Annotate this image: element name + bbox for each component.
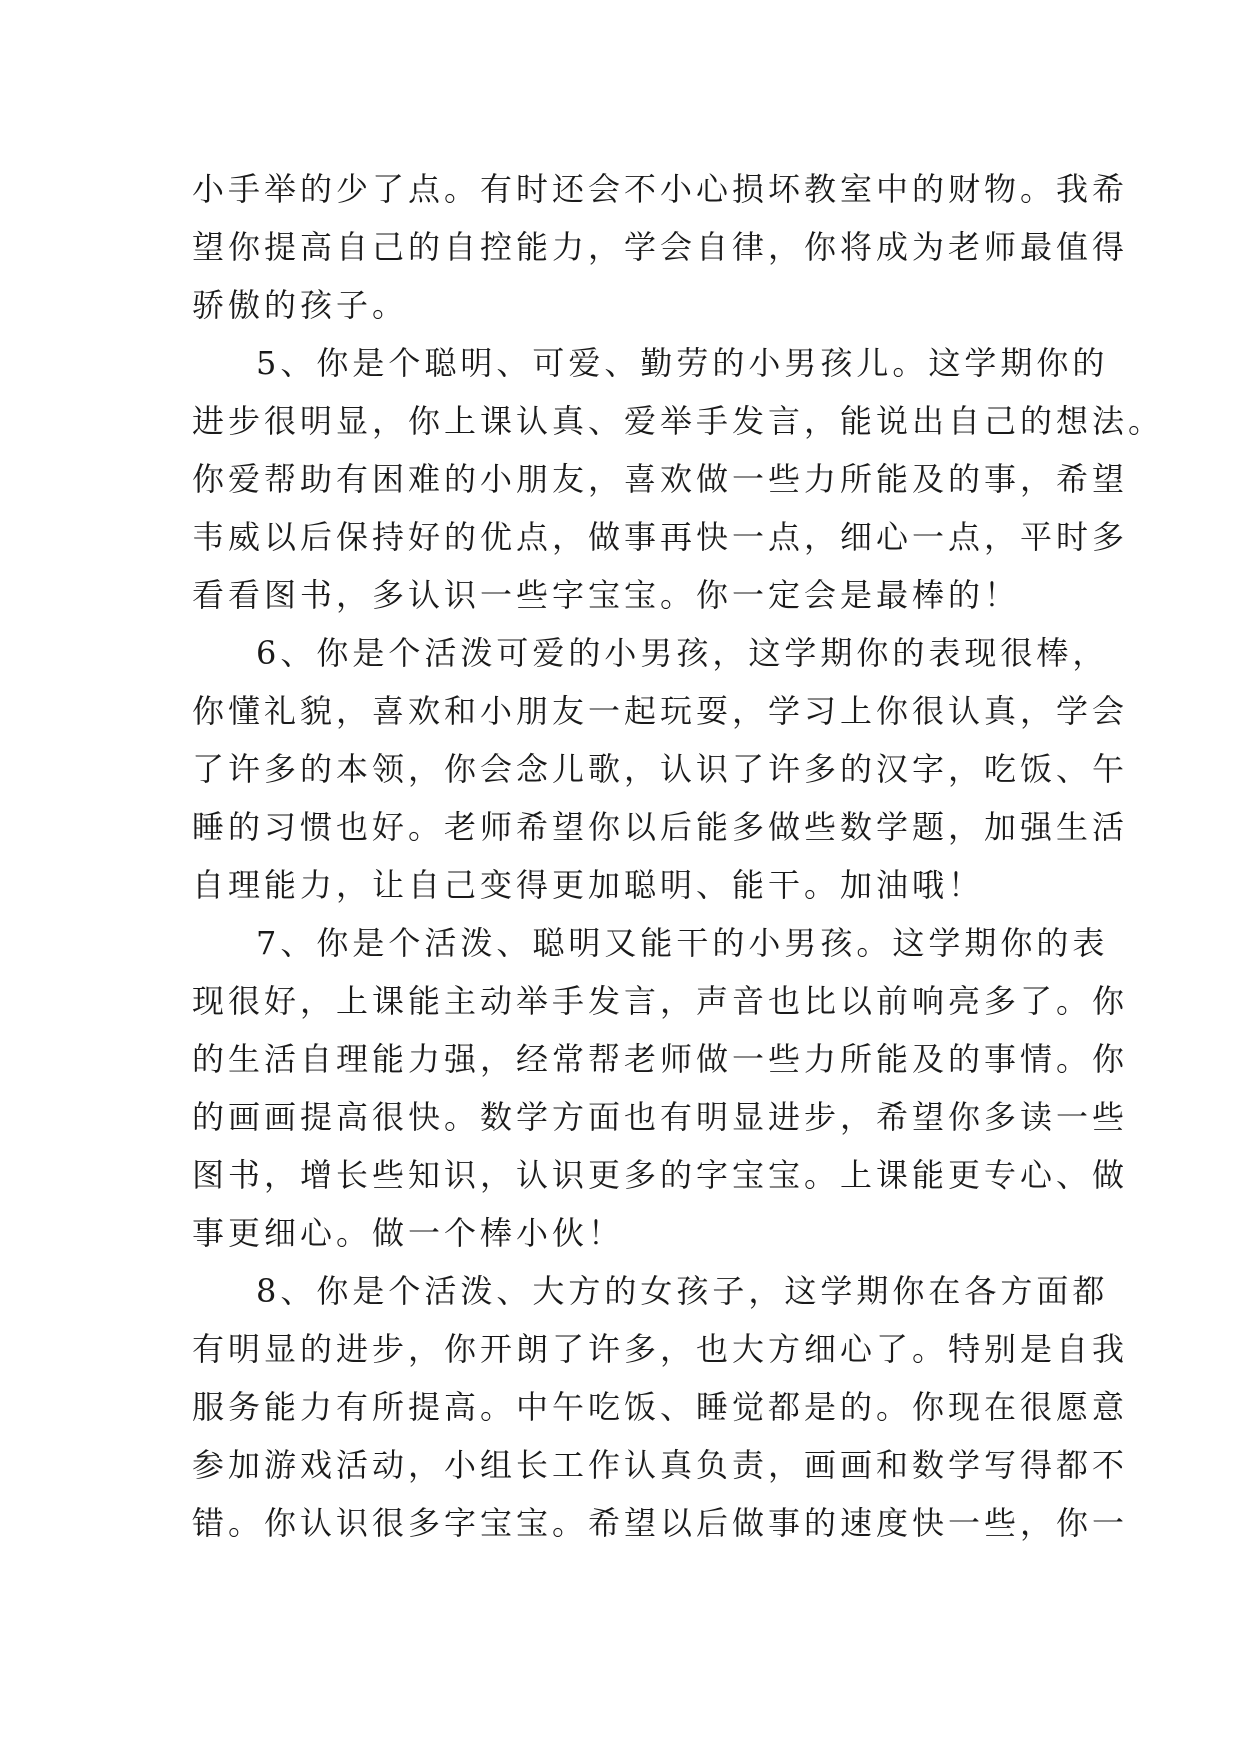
paragraph-start-line: 8、你是个活泼、大方的女孩子，这学期你在各方面都 — [256, 1272, 1109, 1310]
text-line: 错。你认识很多字宝宝。希望以后做事的速度快一些，你一 — [192, 1504, 1129, 1542]
text-line: 的画画提高很快。数学方面也有明显进步，希望你多读一些 — [192, 1098, 1129, 1136]
text-line: 自理能力，让自己变得更加聪明、能干。加油哦！ — [192, 866, 985, 904]
document-body — [192, 160, 1165, 1552]
text-line: 你懂礼貌，喜欢和小朋友一起玩耍，学习上你很认真，学会 — [192, 692, 1129, 730]
text-line: 事更细心。做一个棒小伙！ — [192, 1214, 625, 1252]
text-line: 看看图书，多认识一些字宝宝。你一定会是最棒的！ — [192, 576, 1021, 614]
text-line: 参加游戏活动，小组长工作认真负责，画画和数学写得都不 — [192, 1446, 1129, 1484]
text-line: 睡的习惯也好。老师希望你以后能多做些数学题，加强生活 — [192, 808, 1129, 846]
text-line: 小手举的少了点。有时还会不小心损坏教室中的财物。我希 — [192, 170, 1129, 208]
text-line: 现很好，上课能主动举手发言，声音也比以前响亮多了。你 — [192, 982, 1129, 1020]
paragraph-start-line: 5、你是个聪明、可爱、勤劳的小男孩儿。这学期你的 — [256, 344, 1109, 382]
text-line: 了许多的本领，你会念儿歌，认识了许多的汉字，吃饭、午 — [192, 750, 1129, 788]
text-line: 图书，增长些知识，认识更多的字宝宝。上课能更专心、做 — [192, 1156, 1129, 1194]
text-line: 有明显的进步，你开朗了许多，也大方细心了。特别是自我 — [192, 1330, 1129, 1368]
text-line: 望你提高自己的自控能力，学会自律，你将成为老师最值得 — [192, 228, 1129, 266]
paragraph-start-line: 7、你是个活泼、聪明又能干的小男孩。这学期你的表 — [256, 924, 1109, 962]
text-line: 的生活自理能力强，经常帮老师做一些力所能及的事情。你 — [192, 1040, 1129, 1078]
text-line: 骄傲的孩子。 — [192, 286, 409, 324]
text-line: 你爱帮助有困难的小朋友，喜欢做一些力所能及的事，希望 — [192, 460, 1129, 498]
text-line: 进步很明显，你上课认真、爱举手发言，能说出自己的想法。 — [192, 402, 1165, 440]
text-line: 服务能力有所提高。中午吃饭、睡觉都是的。你现在很愿意 — [192, 1388, 1129, 1426]
paragraph-start-line: 6、你是个活泼可爱的小男孩，这学期你的表现很棒， — [256, 634, 1109, 672]
text-line: 韦威以后保持好的优点，做事再快一点，细心一点，平时多 — [192, 518, 1129, 556]
